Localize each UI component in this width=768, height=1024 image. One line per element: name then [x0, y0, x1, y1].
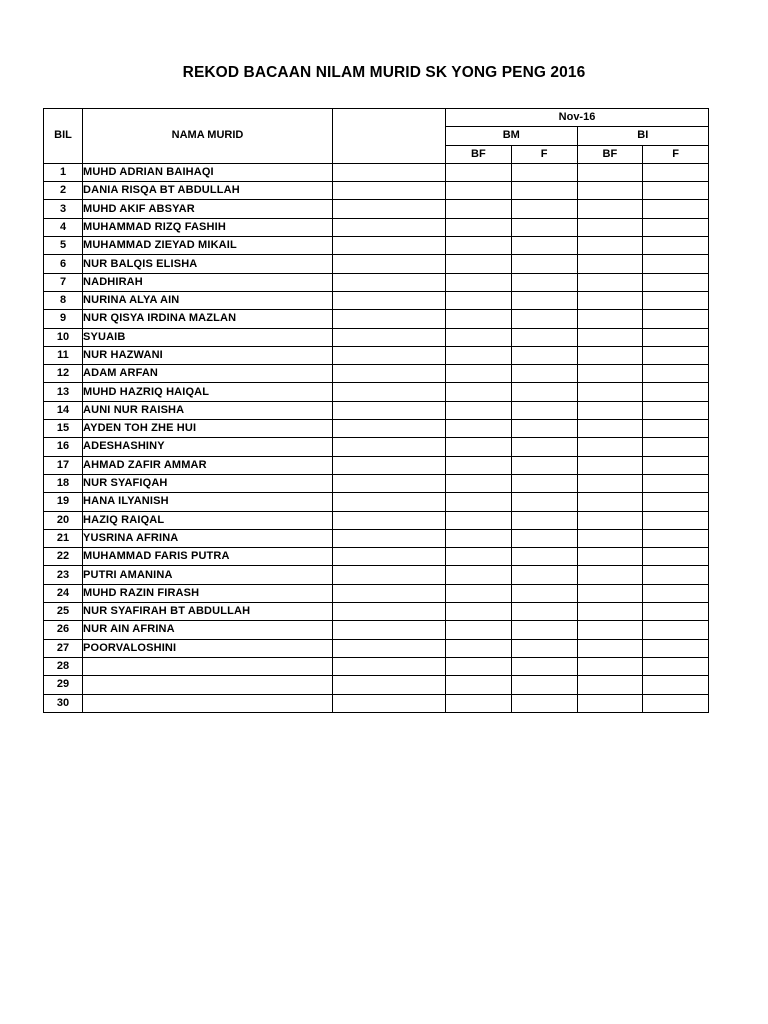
student-name: SYUAIB	[83, 328, 333, 346]
student-name: MUHD AKIF ABSYAR	[83, 200, 333, 218]
table-row	[44, 639, 709, 657]
bm-f-cell	[511, 255, 577, 273]
bm-bf-cell	[446, 694, 512, 712]
bm-bf-cell	[446, 182, 512, 200]
student-name: MUHD RAZIN FIRASH	[83, 584, 333, 602]
table-row	[44, 365, 709, 383]
table-row	[44, 493, 709, 511]
bm-bf-cell	[446, 584, 512, 602]
row-number: 4	[44, 218, 83, 236]
bm-f-cell	[511, 218, 577, 236]
bm-bf-cell	[446, 438, 512, 456]
bm-f-cell	[511, 676, 577, 694]
bm-bf-cell	[446, 529, 512, 547]
bm-bf-cell	[446, 548, 512, 566]
bi-f-cell	[643, 163, 709, 181]
row-number: 24	[44, 584, 83, 602]
bi-f-cell	[643, 639, 709, 657]
bm-bf-cell	[446, 676, 512, 694]
table-row	[44, 694, 709, 712]
bi-f-cell	[643, 493, 709, 511]
bm-bf-cell	[446, 511, 512, 529]
bi-f-cell	[643, 548, 709, 566]
student-name	[83, 657, 333, 675]
bi-f-cell	[643, 603, 709, 621]
bi-bf-cell	[577, 255, 643, 273]
row-number: 10	[44, 328, 83, 346]
table-row	[44, 548, 709, 566]
row-number: 14	[44, 401, 83, 419]
bm-bf-cell	[446, 474, 512, 492]
blank-cell	[333, 420, 446, 438]
table-row	[44, 438, 709, 456]
table-row	[44, 310, 709, 328]
student-name: PUTRI AMANINA	[83, 566, 333, 584]
blank-cell	[333, 365, 446, 383]
student-name: HANA ILYANISH	[83, 493, 333, 511]
row-number: 26	[44, 621, 83, 639]
bi-f-cell	[643, 529, 709, 547]
header-bi-f: F	[643, 145, 709, 163]
bm-f-cell	[511, 365, 577, 383]
bi-bf-cell	[577, 639, 643, 657]
bm-bf-cell	[446, 273, 512, 291]
table-header	[44, 109, 709, 164]
bi-f-cell	[643, 401, 709, 419]
bi-f-cell	[643, 200, 709, 218]
blank-cell	[333, 676, 446, 694]
blank-cell	[333, 438, 446, 456]
bi-bf-cell	[577, 310, 643, 328]
row-number: 23	[44, 566, 83, 584]
bm-f-cell	[511, 291, 577, 309]
blank-cell	[333, 456, 446, 474]
row-number: 5	[44, 237, 83, 255]
header-bil: BIL	[44, 109, 83, 164]
header-bi-bf: BF	[577, 145, 643, 163]
bi-bf-cell	[577, 438, 643, 456]
student-name	[83, 694, 333, 712]
row-number: 18	[44, 474, 83, 492]
blank-cell	[333, 566, 446, 584]
table-row	[44, 603, 709, 621]
bm-bf-cell	[446, 310, 512, 328]
bi-f-cell	[643, 657, 709, 675]
bi-bf-cell	[577, 511, 643, 529]
student-name: ADAM ARFAN	[83, 365, 333, 383]
bi-bf-cell	[577, 474, 643, 492]
student-name: HAZIQ RAIQAL	[83, 511, 333, 529]
blank-cell	[333, 163, 446, 181]
header-nama-murid: NAMA MURID	[83, 109, 333, 164]
bi-bf-cell	[577, 401, 643, 419]
bi-f-cell	[643, 346, 709, 364]
student-name: AYDEN TOH ZHE HUI	[83, 420, 333, 438]
blank-cell	[333, 328, 446, 346]
bi-bf-cell	[577, 676, 643, 694]
blank-cell	[333, 273, 446, 291]
bm-bf-cell	[446, 365, 512, 383]
bi-f-cell	[643, 566, 709, 584]
row-number: 22	[44, 548, 83, 566]
table-row	[44, 474, 709, 492]
row-number: 2	[44, 182, 83, 200]
table-row	[44, 291, 709, 309]
row-number: 25	[44, 603, 83, 621]
table-row	[44, 255, 709, 273]
table-row	[44, 420, 709, 438]
bm-bf-cell	[446, 566, 512, 584]
student-name: YUSRINA AFRINA	[83, 529, 333, 547]
blank-cell	[333, 401, 446, 419]
blank-cell	[333, 584, 446, 602]
bi-f-cell	[643, 237, 709, 255]
table-row	[44, 273, 709, 291]
blank-cell	[333, 218, 446, 236]
bi-f-cell	[643, 474, 709, 492]
bi-bf-cell	[577, 584, 643, 602]
row-number: 16	[44, 438, 83, 456]
student-name: MUHD HAZRIQ HAIQAL	[83, 383, 333, 401]
bi-f-cell	[643, 438, 709, 456]
bi-f-cell	[643, 291, 709, 309]
bi-f-cell	[643, 182, 709, 200]
blank-cell	[333, 493, 446, 511]
row-number: 19	[44, 493, 83, 511]
bi-bf-cell	[577, 657, 643, 675]
row-number: 28	[44, 657, 83, 675]
bm-bf-cell	[446, 657, 512, 675]
blank-cell	[333, 291, 446, 309]
table-row	[44, 346, 709, 364]
table-row	[44, 218, 709, 236]
bm-f-cell	[511, 511, 577, 529]
student-name: NUR QISYA IRDINA MAZLAN	[83, 310, 333, 328]
student-name: AHMAD ZAFIR AMMAR	[83, 456, 333, 474]
bm-f-cell	[511, 603, 577, 621]
bm-f-cell	[511, 163, 577, 181]
bm-bf-cell	[446, 200, 512, 218]
bm-bf-cell	[446, 163, 512, 181]
bm-f-cell	[511, 200, 577, 218]
bm-f-cell	[511, 237, 577, 255]
bi-bf-cell	[577, 346, 643, 364]
bi-bf-cell	[577, 603, 643, 621]
bi-f-cell	[643, 584, 709, 602]
bm-bf-cell	[446, 493, 512, 511]
row-number: 15	[44, 420, 83, 438]
student-name: NUR AIN AFRINA	[83, 621, 333, 639]
bi-f-cell	[643, 694, 709, 712]
bm-f-cell	[511, 401, 577, 419]
row-number: 30	[44, 694, 83, 712]
bm-f-cell	[511, 474, 577, 492]
row-number: 6	[44, 255, 83, 273]
bi-f-cell	[643, 383, 709, 401]
blank-cell	[333, 182, 446, 200]
student-name: NURINA ALYA AIN	[83, 291, 333, 309]
table-row	[44, 676, 709, 694]
reading-record-table	[43, 108, 709, 713]
bm-bf-cell	[446, 383, 512, 401]
row-number: 8	[44, 291, 83, 309]
blank-cell	[333, 639, 446, 657]
bi-bf-cell	[577, 237, 643, 255]
bi-bf-cell	[577, 694, 643, 712]
bi-bf-cell	[577, 383, 643, 401]
student-name: POORVALOSHINI	[83, 639, 333, 657]
blank-cell	[333, 383, 446, 401]
blank-cell	[333, 237, 446, 255]
blank-cell	[333, 474, 446, 492]
table-row	[44, 401, 709, 419]
bm-bf-cell	[446, 218, 512, 236]
bi-f-cell	[643, 420, 709, 438]
bi-f-cell	[643, 456, 709, 474]
table-row	[44, 163, 709, 181]
bm-f-cell	[511, 694, 577, 712]
bi-bf-cell	[577, 365, 643, 383]
table-row	[44, 511, 709, 529]
table-row	[44, 566, 709, 584]
row-number: 1	[44, 163, 83, 181]
row-number: 12	[44, 365, 83, 383]
table-row	[44, 529, 709, 547]
bm-bf-cell	[446, 328, 512, 346]
row-number: 11	[44, 346, 83, 364]
bi-f-cell	[643, 511, 709, 529]
bm-f-cell	[511, 328, 577, 346]
bm-bf-cell	[446, 621, 512, 639]
bi-bf-cell	[577, 420, 643, 438]
bm-f-cell	[511, 420, 577, 438]
row-number: 3	[44, 200, 83, 218]
bi-bf-cell	[577, 328, 643, 346]
blank-cell	[333, 694, 446, 712]
bi-f-cell	[643, 676, 709, 694]
bi-f-cell	[643, 621, 709, 639]
bm-f-cell	[511, 438, 577, 456]
student-name: NUR BALQIS ELISHA	[83, 255, 333, 273]
bi-f-cell	[643, 365, 709, 383]
bm-f-cell	[511, 182, 577, 200]
bi-bf-cell	[577, 182, 643, 200]
bm-f-cell	[511, 566, 577, 584]
row-number: 21	[44, 529, 83, 547]
bi-bf-cell	[577, 218, 643, 236]
student-name: MUHAMMAD RIZQ FASHIH	[83, 218, 333, 236]
student-name	[83, 676, 333, 694]
bi-f-cell	[643, 218, 709, 236]
blank-cell	[333, 529, 446, 547]
bm-bf-cell	[446, 603, 512, 621]
bi-bf-cell	[577, 529, 643, 547]
row-number: 20	[44, 511, 83, 529]
bi-bf-cell	[577, 273, 643, 291]
blank-cell	[333, 657, 446, 675]
bm-bf-cell	[446, 639, 512, 657]
header-bm: BM	[446, 127, 578, 145]
page-title: REKOD BACAAN NILAM MURID SK YONG PENG 2016	[182, 64, 586, 81]
bi-bf-cell	[577, 456, 643, 474]
blank-cell	[333, 255, 446, 273]
bm-f-cell	[511, 584, 577, 602]
bi-bf-cell	[577, 548, 643, 566]
student-name: DANIA RISQA BT ABDULLAH	[83, 182, 333, 200]
student-name: MUHAMMAD ZIEYAD MIKAIL	[83, 237, 333, 255]
bi-bf-cell	[577, 566, 643, 584]
bm-bf-cell	[446, 255, 512, 273]
header-bm-bf: BF	[446, 145, 512, 163]
bm-f-cell	[511, 529, 577, 547]
bi-f-cell	[643, 255, 709, 273]
bm-bf-cell	[446, 237, 512, 255]
student-name: NUR HAZWANI	[83, 346, 333, 364]
row-number: 27	[44, 639, 83, 657]
bi-f-cell	[643, 310, 709, 328]
table-row	[44, 182, 709, 200]
table-row	[44, 456, 709, 474]
bi-bf-cell	[577, 200, 643, 218]
bm-bf-cell	[446, 346, 512, 364]
table-body	[44, 163, 709, 712]
table-row	[44, 584, 709, 602]
student-name: AUNI NUR RAISHA	[83, 401, 333, 419]
bi-f-cell	[643, 328, 709, 346]
bm-bf-cell	[446, 420, 512, 438]
bi-bf-cell	[577, 493, 643, 511]
student-name: NADHIRAH	[83, 273, 333, 291]
table-row	[44, 621, 709, 639]
bi-bf-cell	[577, 163, 643, 181]
blank-cell	[333, 310, 446, 328]
row-number: 13	[44, 383, 83, 401]
row-number: 17	[44, 456, 83, 474]
student-name: NUR SYAFIRAH BT ABDULLAH	[83, 603, 333, 621]
bm-f-cell	[511, 548, 577, 566]
bm-f-cell	[511, 657, 577, 675]
header-month: Nov-16	[446, 109, 709, 127]
bm-f-cell	[511, 310, 577, 328]
bi-bf-cell	[577, 621, 643, 639]
bm-bf-cell	[446, 401, 512, 419]
bm-f-cell	[511, 383, 577, 401]
header-blank	[333, 109, 446, 164]
student-name: MUHAMMAD FARIS PUTRA	[83, 548, 333, 566]
bi-bf-cell	[577, 291, 643, 309]
bm-f-cell	[511, 621, 577, 639]
student-name: MUHD ADRIAN BAIHAQI	[83, 163, 333, 181]
table-row	[44, 657, 709, 675]
table-row	[44, 383, 709, 401]
header-bi: BI	[577, 127, 709, 145]
blank-cell	[333, 603, 446, 621]
bm-f-cell	[511, 273, 577, 291]
student-name: NUR SYAFIQAH	[83, 474, 333, 492]
student-name: ADESHASHINY	[83, 438, 333, 456]
row-number: 7	[44, 273, 83, 291]
blank-cell	[333, 621, 446, 639]
table-row	[44, 200, 709, 218]
bm-bf-cell	[446, 456, 512, 474]
table-row	[44, 328, 709, 346]
bm-f-cell	[511, 346, 577, 364]
blank-cell	[333, 200, 446, 218]
bm-f-cell	[511, 456, 577, 474]
bm-f-cell	[511, 639, 577, 657]
row-number: 29	[44, 676, 83, 694]
bm-bf-cell	[446, 291, 512, 309]
blank-cell	[333, 548, 446, 566]
blank-cell	[333, 346, 446, 364]
header-bm-f: F	[511, 145, 577, 163]
bm-f-cell	[511, 493, 577, 511]
table-row	[44, 237, 709, 255]
bi-f-cell	[643, 273, 709, 291]
row-number: 9	[44, 310, 83, 328]
blank-cell	[333, 511, 446, 529]
